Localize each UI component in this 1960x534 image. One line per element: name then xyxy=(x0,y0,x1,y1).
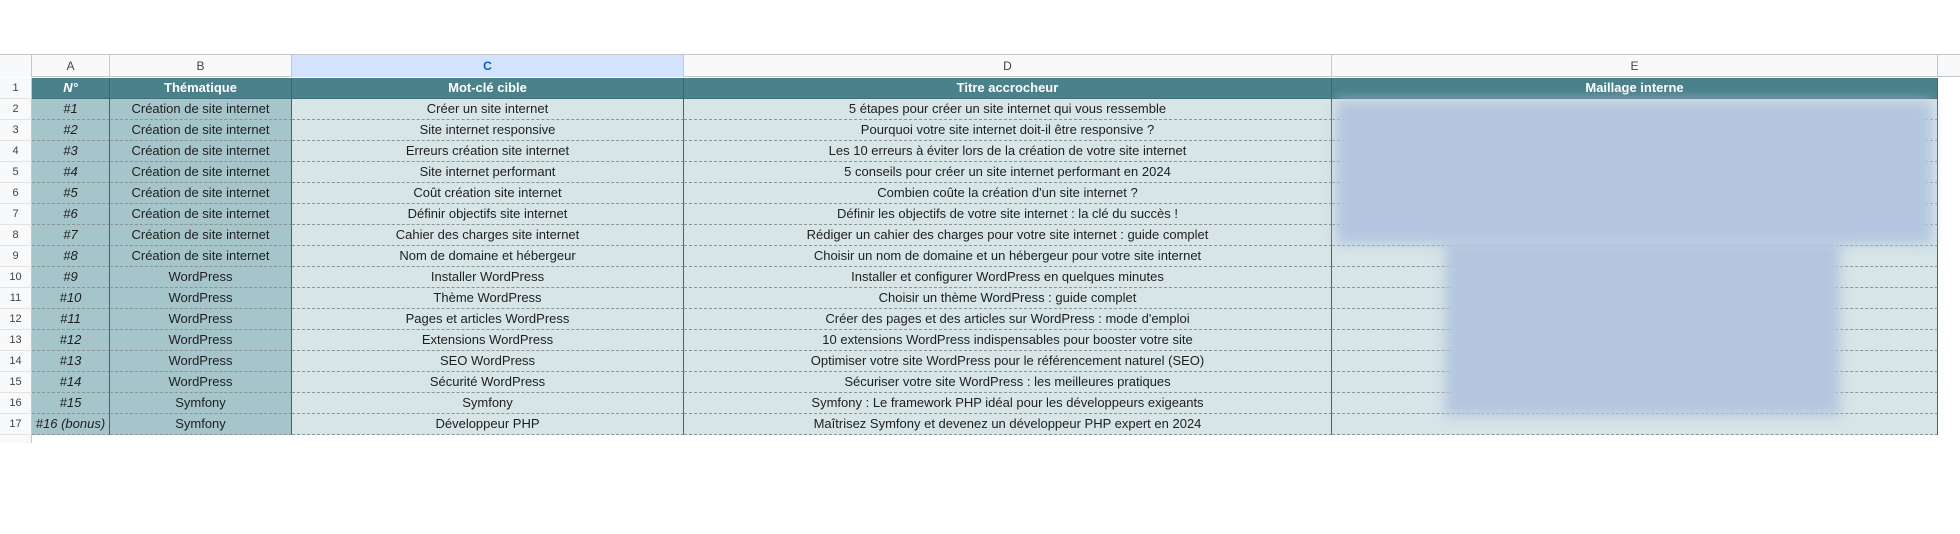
table-cell[interactable]: Maîtrisez Symfony et devenez un développeur PHP expert en 2024 xyxy=(684,414,1332,435)
table-cell[interactable]: Choisir un thème WordPress : guide complet xyxy=(684,288,1332,309)
spreadsheet xyxy=(0,54,1960,454)
table-cell[interactable]: #11 xyxy=(32,309,110,330)
table-cell[interactable]: 10 extensions WordPress indispensables pour booster votre site xyxy=(684,330,1332,351)
table-cell[interactable]: Symfony xyxy=(110,393,292,414)
table-cell[interactable]: Créer un site internet xyxy=(292,99,684,120)
header-cell[interactable]: Thématique xyxy=(110,78,292,99)
table-cell[interactable]: Création de site internet xyxy=(110,225,292,246)
table-cell[interactable]: Symfony xyxy=(110,414,292,435)
table-cell[interactable]: #6 xyxy=(32,204,110,225)
column-header-d[interactable]: D xyxy=(684,55,1332,77)
table-cell[interactable]: #13 xyxy=(32,351,110,372)
table-cell[interactable]: #2 xyxy=(32,120,110,141)
row-number[interactable]: 11 xyxy=(0,288,32,309)
table-cell[interactable]: WordPress xyxy=(110,267,292,288)
table-cell[interactable]: #9 xyxy=(32,267,110,288)
table-cell[interactable]: #7 xyxy=(32,225,110,246)
table-cell[interactable]: Développeur PHP xyxy=(292,414,684,435)
row-number[interactable]: 6 xyxy=(0,183,32,204)
blurred-region xyxy=(1445,240,1840,416)
table-cell[interactable]: WordPress xyxy=(110,288,292,309)
row-number[interactable]: 10 xyxy=(0,267,32,288)
header-cell[interactable]: Titre accrocheur xyxy=(684,78,1332,99)
table-cell[interactable]: Optimiser votre site WordPress pour le référencement naturel (SEO) xyxy=(684,351,1332,372)
table-cell[interactable]: Définir objectifs site internet xyxy=(292,204,684,225)
row-number[interactable]: 7 xyxy=(0,204,32,225)
table-cell[interactable]: WordPress xyxy=(110,351,292,372)
table-cell[interactable]: Extensions WordPress xyxy=(292,330,684,351)
table-cell[interactable]: Création de site internet xyxy=(110,141,292,162)
table-cell[interactable]: Sécurité WordPress xyxy=(292,372,684,393)
table-cell[interactable]: #3 xyxy=(32,141,110,162)
column-header-c[interactable]: C xyxy=(292,55,684,77)
table-cell[interactable]: Rédiger un cahier des charges pour votre site internet : guide complet xyxy=(684,225,1332,246)
select-all-corner[interactable] xyxy=(0,55,32,77)
table-cell[interactable]: Installer WordPress xyxy=(292,267,684,288)
table-cell[interactable]: Site internet responsive xyxy=(292,120,684,141)
header-row xyxy=(32,78,1938,99)
table-cell[interactable]: #4 xyxy=(32,162,110,183)
table-cell[interactable]: #8 xyxy=(32,246,110,267)
column-header-bar xyxy=(0,54,1960,77)
column-header-a[interactable]: A xyxy=(32,55,110,77)
table-cell[interactable]: WordPress xyxy=(110,372,292,393)
table-cell[interactable]: #15 xyxy=(32,393,110,414)
table-cell[interactable]: Nom de domaine et hébergeur xyxy=(292,246,684,267)
table-cell[interactable]: Création de site internet xyxy=(110,183,292,204)
table-cell[interactable]: Thème WordPress xyxy=(292,288,684,309)
table-cell[interactable]: #12 xyxy=(32,330,110,351)
table-cell[interactable]: Créer des pages et des articles sur WordPress : mode d'emploi xyxy=(684,309,1332,330)
table-cell[interactable]: Création de site internet xyxy=(110,204,292,225)
table-cell[interactable]: WordPress xyxy=(110,309,292,330)
table-cell[interactable]: Pages et articles WordPress xyxy=(292,309,684,330)
row-number[interactable]: 8 xyxy=(0,225,32,246)
table-cell[interactable]: Pourquoi votre site internet doit-il être responsive ? xyxy=(684,120,1332,141)
row-number[interactable]: 14 xyxy=(0,351,32,372)
table-cell[interactable]: Les 10 erreurs à éviter lors de la création de votre site internet xyxy=(684,141,1332,162)
table-cell[interactable]: Définir les objectifs de votre site internet : la clé du succès ! xyxy=(684,204,1332,225)
blurred-region xyxy=(1336,101,1932,244)
header-cell[interactable]: Mot-clé cible xyxy=(292,78,684,99)
column-header-e[interactable]: E xyxy=(1332,55,1938,77)
table-cell[interactable]: WordPress xyxy=(110,330,292,351)
row-number-partial xyxy=(0,435,32,443)
table-cell[interactable]: Installer et configurer WordPress en quelques minutes xyxy=(684,267,1332,288)
row-number[interactable]: 9 xyxy=(0,246,32,267)
table-cell[interactable]: Création de site internet xyxy=(110,99,292,120)
table-cell[interactable]: 5 conseils pour créer un site internet performant en 2024 xyxy=(684,162,1332,183)
table-cell[interactable]: Choisir un nom de domaine et un hébergeur pour votre site internet xyxy=(684,246,1332,267)
table-cell[interactable]: #5 xyxy=(32,183,110,204)
row-number[interactable]: 1 xyxy=(0,78,32,99)
row-number[interactable]: 4 xyxy=(0,141,32,162)
table-cell[interactable]: #14 xyxy=(32,372,110,393)
table-row xyxy=(32,414,1938,435)
row-number[interactable]: 5 xyxy=(0,162,32,183)
table-cell[interactable]: Erreurs création site internet xyxy=(292,141,684,162)
row-number[interactable]: 2 xyxy=(0,99,32,120)
table-cell[interactable]: Coût création site internet xyxy=(292,183,684,204)
table-cell[interactable]: Symfony xyxy=(292,393,684,414)
table-cell[interactable]: #16 (bonus) xyxy=(32,414,110,435)
table-cell[interactable]: #10 xyxy=(32,288,110,309)
table-cell[interactable]: Création de site internet xyxy=(110,162,292,183)
row-number[interactable]: 16 xyxy=(0,393,32,414)
table-cell[interactable]: #1 xyxy=(32,99,110,120)
table-cell[interactable]: Sécuriser votre site WordPress : les meilleures pratiques xyxy=(684,372,1332,393)
table-cell[interactable]: Cahier des charges site internet xyxy=(292,225,684,246)
table-cell[interactable]: Création de site internet xyxy=(110,246,292,267)
table-cell[interactable]: Site internet performant xyxy=(292,162,684,183)
table-cell[interactable]: Symfony : Le framework PHP idéal pour les développeurs exigeants xyxy=(684,393,1332,414)
header-cell[interactable]: N° xyxy=(32,78,110,99)
table-cell[interactable]: SEO WordPress xyxy=(292,351,684,372)
table-cell[interactable]: 5 étapes pour créer un site internet qui vous ressemble xyxy=(684,99,1332,120)
header-cell[interactable]: Maillage interne xyxy=(1332,78,1938,99)
row-number[interactable]: 17 xyxy=(0,414,32,435)
row-number[interactable]: 13 xyxy=(0,330,32,351)
table-cell[interactable]: Combien coûte la création d'un site internet ? xyxy=(684,183,1332,204)
row-number[interactable]: 15 xyxy=(0,372,32,393)
maillage-cell[interactable] xyxy=(1332,414,1938,435)
row-number[interactable]: 3 xyxy=(0,120,32,141)
column-header-b[interactable]: B xyxy=(110,55,292,77)
table-cell[interactable]: Création de site internet xyxy=(110,120,292,141)
row-number[interactable]: 12 xyxy=(0,309,32,330)
